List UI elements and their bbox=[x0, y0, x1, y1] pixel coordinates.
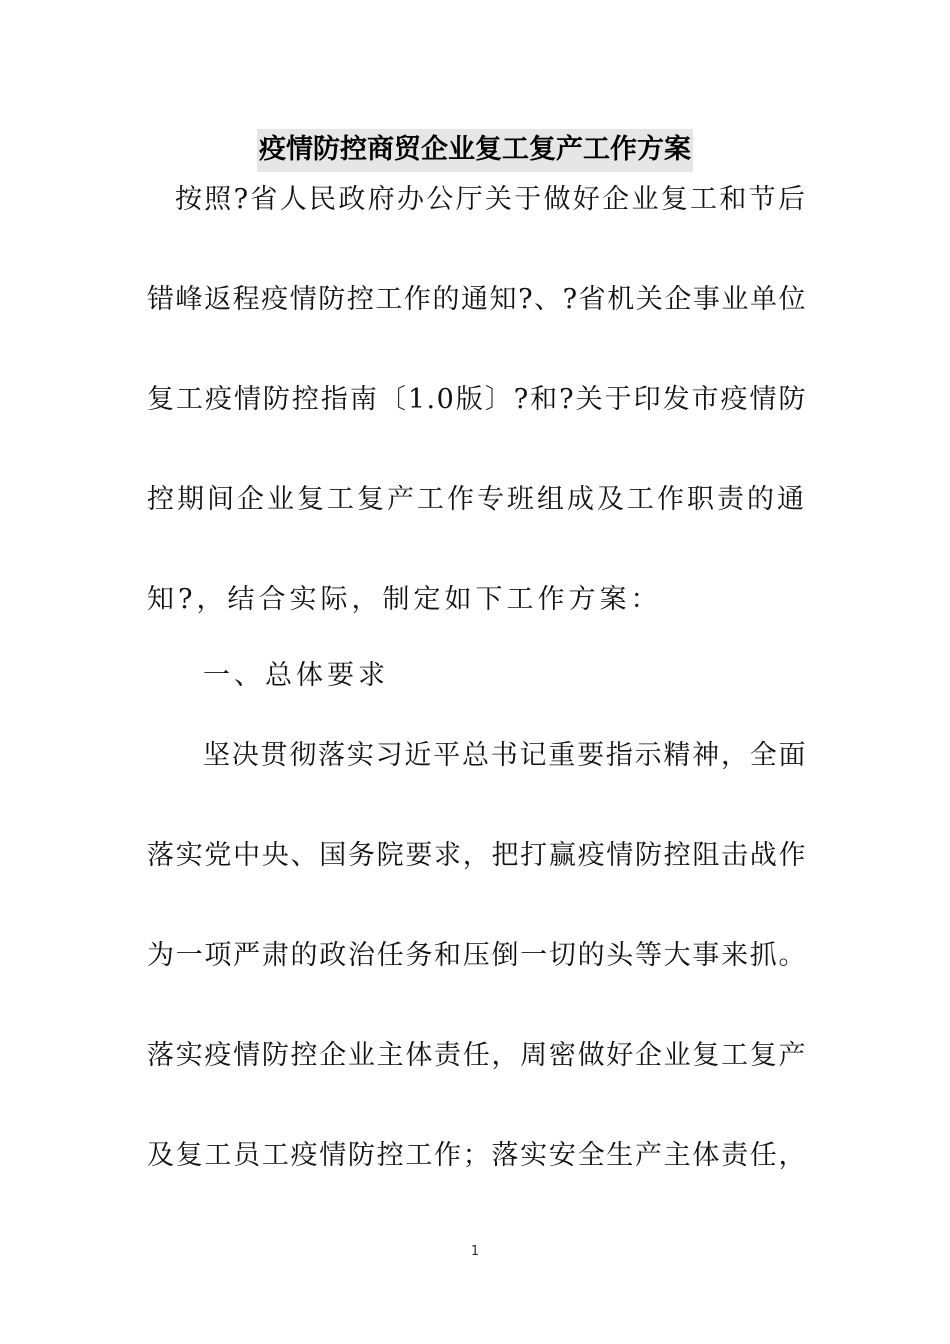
paragraph-line-7: 落实党中央、国务院要求，把打赢疫情防控阻击战作 bbox=[147, 840, 807, 871]
paragraph-line-3: 复工疫情防控指南〔1.0版〕?和?关于印发市疫情防 bbox=[147, 384, 807, 415]
paragraph-line-4: 控期间企业复工复产工作专班组成及工作职责的通 bbox=[147, 484, 807, 515]
document-title bbox=[0, 128, 950, 172]
paragraph-line-10: 及复工员工疫情防控工作；落实安全生产主体责任， bbox=[147, 1140, 807, 1171]
paragraph-line-1: 按照?省人民政府办公厅关于做好企业复工和节后 bbox=[175, 184, 807, 215]
paragraph-line-6: 坚决贯彻落实习近平总书记重要指示精神，全面 bbox=[203, 740, 807, 771]
paragraph-line-9: 落实疫情防控企业主体责任，周密做好企业复工复产 bbox=[147, 1040, 807, 1071]
paragraph-line-8: 为一项严肃的政治任务和压倒一切的头等大事来抓。 bbox=[147, 940, 807, 971]
paragraph-line-2: 错峰返程疫情防控工作的通知?、?省机关企事业单位 bbox=[147, 284, 807, 315]
page-number: 1 bbox=[470, 1244, 480, 1259]
document-title-text: 疫情防控商贸企业复工复产工作方案 bbox=[257, 129, 693, 172]
section-heading: 一、总体要求 bbox=[203, 660, 389, 691]
paragraph-line-5: 知?，结合实际，制定如下工作方案： bbox=[147, 584, 662, 615]
